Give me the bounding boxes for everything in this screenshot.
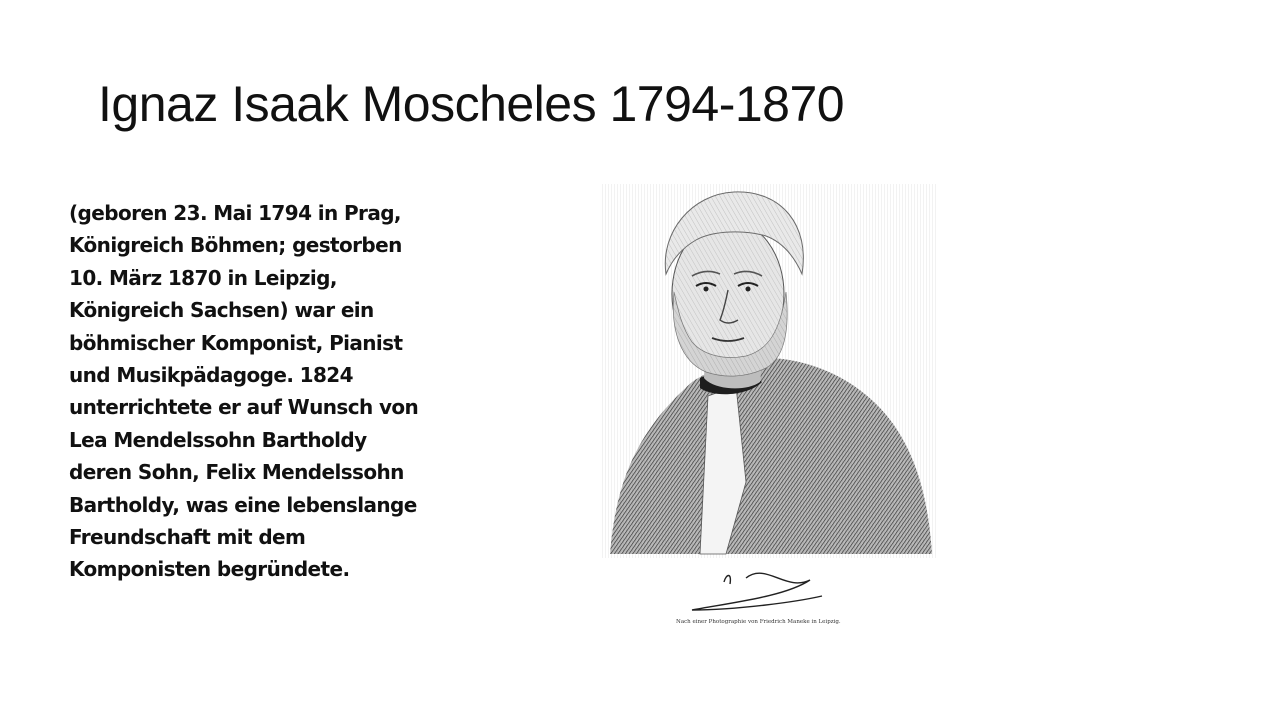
portrait-caption: Nach einer Photographie von Friedrich Maneke in Leipzig. (676, 619, 841, 625)
signature-mark (692, 573, 822, 610)
body-line: deren Sohn, Felix Mendelssohn (69, 460, 404, 485)
body-line: Bartholdy, was eine lebenslange (69, 492, 417, 517)
body-line: und Musikpädagoge. 1824 (69, 363, 353, 388)
slide-title: Ignaz Isaak Moscheles 1794-1870 (98, 76, 845, 132)
body-line: böhmischer Komponist, Pianist (69, 330, 403, 355)
slide-body-text (69, 197, 449, 586)
body-line: Königreich Sachsen) war ein (69, 298, 374, 323)
body-line: unterrichtete er auf Wunsch von (69, 395, 419, 420)
body-line: Lea Mendelssohn Bartholdy (69, 427, 367, 452)
body-line: Freundschaft mit dem (69, 525, 306, 550)
body-line: Königreich Böhmen; gestorben (69, 233, 402, 258)
body-line: Komponisten begründete. (69, 557, 350, 582)
body-line: 10. März 1870 in Leipzig, (69, 265, 337, 290)
portrait-engraving (596, 182, 942, 634)
body-line: (geboren 23. Mai 1794 in Prag, (69, 201, 401, 225)
